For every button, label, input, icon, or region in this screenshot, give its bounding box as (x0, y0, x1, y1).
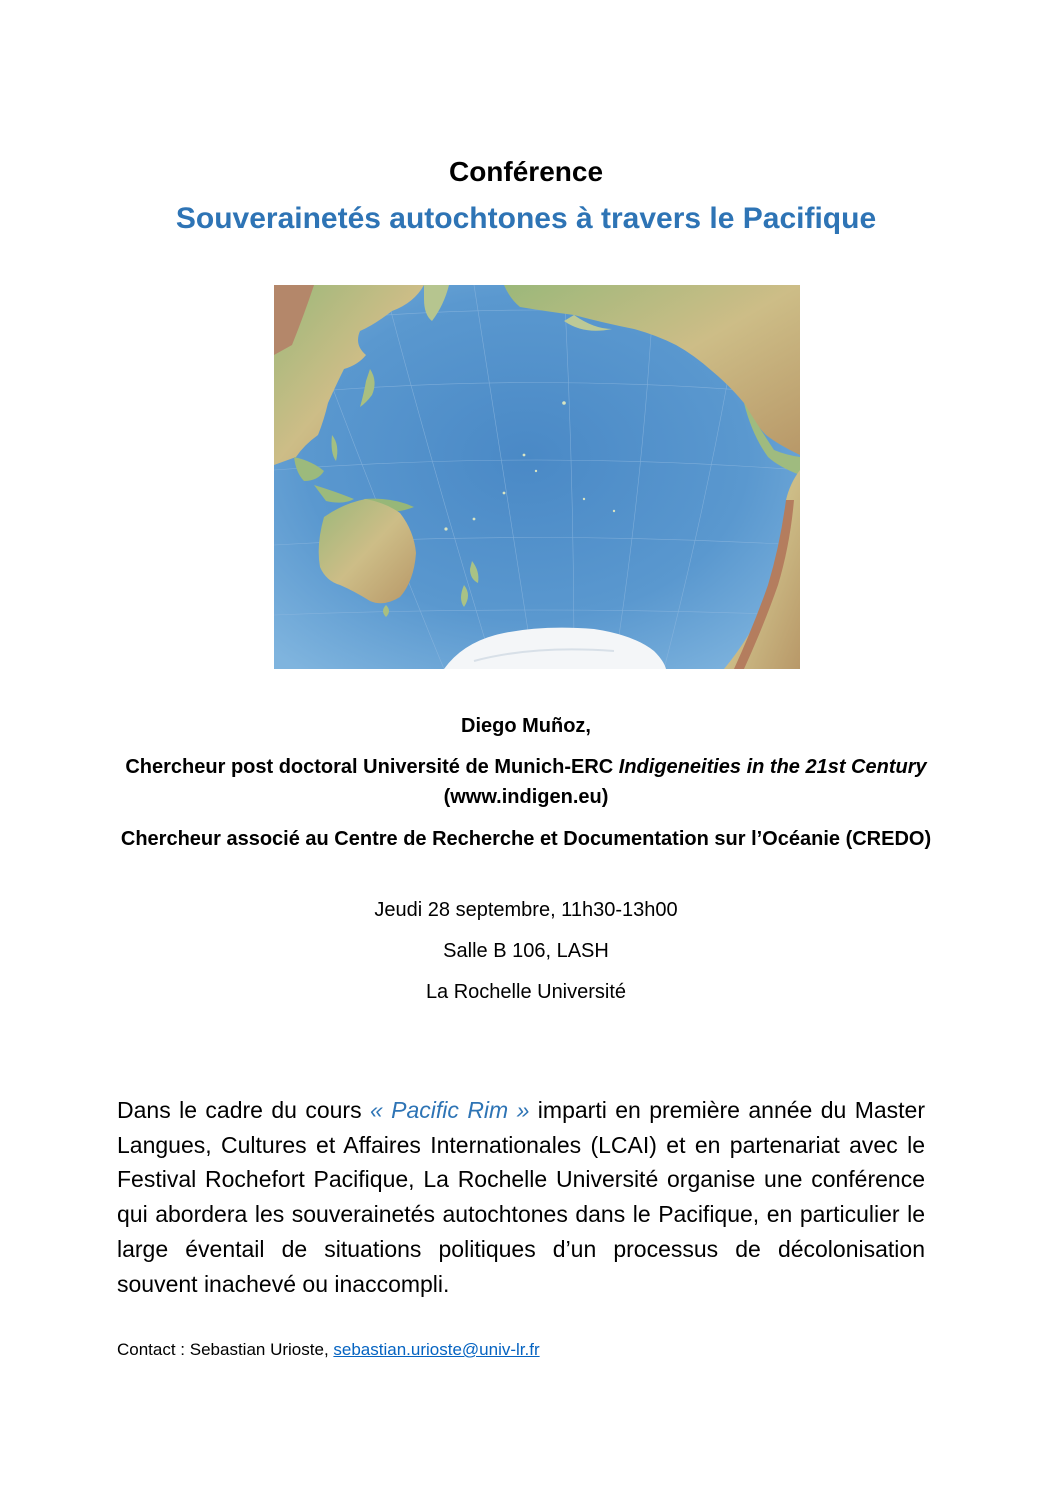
pacific-ocean-map-icon (274, 285, 800, 669)
project-name: Indigeneities in the 21st Century (618, 756, 927, 778)
contact-email-link[interactable]: sebastian.urioste@univ-lr.fr (333, 1340, 540, 1359)
contact-label: Contact : Sebastian Urioste, (117, 1340, 334, 1359)
pacific-map-image (274, 285, 800, 669)
course-name: « Pacific Rim » (369, 1097, 530, 1123)
event-room: Salle B 106, LASH (443, 940, 609, 962)
event-description (117, 1093, 925, 1301)
description-prefix: Dans le cadre du cours (117, 1097, 370, 1123)
event-university: La Rochelle Université (425, 981, 627, 1003)
speaker-affiliation-1 (116, 752, 936, 812)
speaker-name: Diego Muñoz, (461, 715, 591, 737)
affiliation-1-suffix: (www.indigen.eu) (443, 786, 609, 808)
contact-line (117, 1338, 917, 1362)
affiliation-1-prefix: Chercheur post doctoral Université de Munich-ERC (125, 756, 619, 778)
description-suffix: imparti en première année du Master Langues, Cultures et Affaires Internationales (LCAI) et en partenariat avec le Festival Rochefort Pacifique, La Rochelle Université organise une conférence qui abordera les souverainetés autochtones dans le Pacifique, en particulier le large éventail de situations politiques d’un processus de décolonisation souvent inachevé ou inaccompli. (117, 1097, 926, 1297)
page-title: Conférence (448, 156, 604, 187)
page-subtitle: Souverainetés autochtones à travers le Pacifique (175, 202, 877, 235)
speaker-affiliation-2: Chercheur associé au Centre de Recherche et Documentation sur l’Océanie (CREDO) (120, 828, 932, 850)
event-date: Jeudi 28 septembre, 11h30-13h00 (374, 899, 678, 921)
